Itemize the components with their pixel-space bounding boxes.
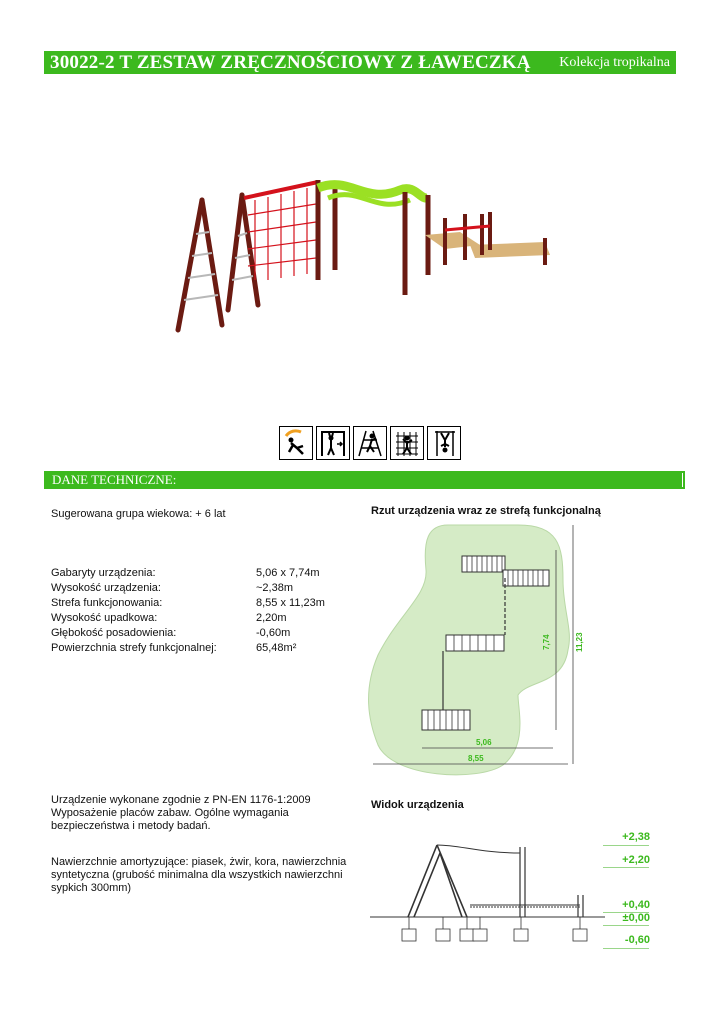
plan-ladder-top — [462, 556, 505, 572]
plan-heading: Rzut urządzenia wraz ze strefą funkcjonalną — [371, 505, 601, 517]
surfaces-line-3: sypkich 300mm) — [51, 882, 132, 894]
surfaces-line-2: syntetyczna (grubość minimalna dla wszystkich nawierzchni — [51, 869, 343, 881]
title-bar — [44, 51, 676, 74]
slide-person-icon — [279, 426, 313, 460]
level-label: -0,60 — [624, 934, 650, 946]
plan-wave-beam — [446, 635, 504, 651]
spec-label: Głębokość posadowienia: — [51, 627, 177, 639]
spec-label: Wysokość urządzenia: — [51, 582, 161, 594]
section-header: DANE TECHNICZNE: — [44, 471, 685, 489]
dim-zone-length: 11,23 — [575, 632, 584, 652]
surfaces-line-1: Nawierzchnie amortyzujące: piasek, żwir, kora, nawierzchnia — [51, 856, 347, 868]
product-render — [160, 170, 580, 345]
spec-value: 65,48m² — [256, 642, 297, 654]
norm-line-2: Wyposażenie placów zabaw. Ogólne wymagania — [51, 807, 289, 819]
level-label: +2,20 — [622, 854, 650, 866]
collection-name: Kolekcja tropikalna — [559, 54, 670, 70]
level-line — [603, 925, 649, 926]
level-label: ±0,00 — [622, 912, 650, 924]
spec-label: Gabaryty urządzenia: — [51, 567, 156, 579]
norm-line-1: Urządzenie wykonane zgodnie z PN-EN 1176-1:2009 — [51, 794, 311, 806]
spec-value: 8,55 x 11,23m — [256, 597, 325, 609]
climbing-grid-icon — [390, 426, 424, 460]
balance-acrobat-icon — [427, 426, 461, 460]
age-group: Sugerowana grupa wiekowa: + 6 lat — [51, 508, 226, 520]
spec-value: ~2,38m — [256, 582, 293, 594]
spec-value: -0,60m — [256, 627, 291, 639]
hanging-bars-icon — [316, 426, 350, 460]
dim-width: 5,06 — [476, 738, 492, 747]
plan-drawing — [368, 520, 593, 782]
level-line — [603, 845, 649, 846]
level-label: +0,40 — [622, 899, 650, 911]
spec-value: 2,20m — [256, 612, 287, 624]
level-line — [603, 948, 649, 949]
activity-icons — [279, 426, 461, 462]
dim-zone-width: 8,55 — [468, 754, 484, 763]
spec-label: Strefa funkcjonowania: — [51, 597, 163, 609]
spec-label: Powierzchnia strefy funkcjonalnej: — [51, 642, 217, 654]
product-title: 30022-2 T ZESTAW ZRĘCZNOŚCIOWY Z ŁAWECZKĄ — [50, 51, 531, 73]
spec-label: Wysokość upadkowa: — [51, 612, 158, 624]
climbing-net-icon — [353, 426, 387, 460]
dim-length: 7,74 — [542, 634, 551, 650]
spec-value: 5,06 x 7,74m — [256, 567, 320, 579]
norm-line-3: bezpieczeństwa i metody badań. — [51, 820, 211, 832]
plan-bench — [503, 570, 549, 586]
level-line — [603, 867, 649, 868]
elevation-heading: Widok urządzenia — [371, 799, 464, 811]
level-label: +2,38 — [622, 831, 650, 843]
